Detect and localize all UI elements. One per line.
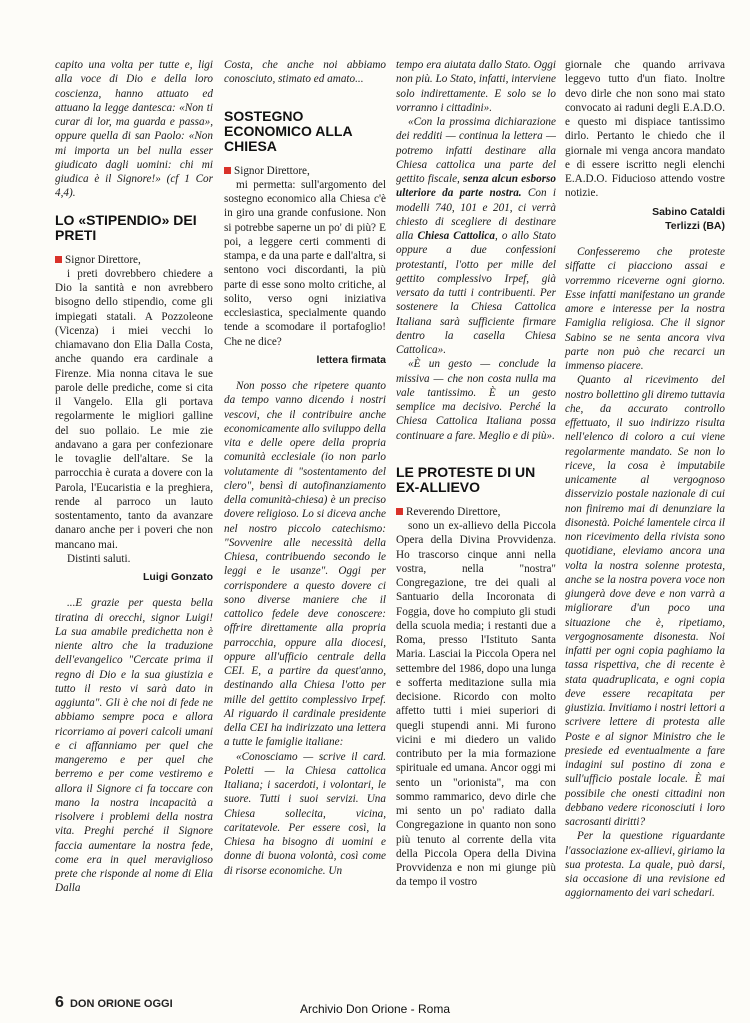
column-2	[224, 58, 386, 878]
letter-body: mi permetta: sull'argomento del sostegno economico alla Chiesa c'è in giro una grande confusione. Non si potrebbe saperne un po' di più? E poi, a leggere certi commenti di stampa, e da una parte e dall'altra, si sentono voci discordanti, la più parte di esse sono molto critiche, al solito, verso ogni iniziativa ecclesiastica, specialmente quando tende a scomodare il portafoglio! Che ne dice?	[224, 178, 386, 348]
letter-body: i preti dovrebbero chiedere a Dio la santità e non avrebbero bisogno dello stipendio, come gli impiegati statali. A Pozzoleone (Vicenza) i miei vecchi lo chiamavano don Elia Dalla Costa, anche quando era cardinale a Firenze. Mia nonna citava le sue parole delle prediche, come si cita il Vangelo. Ella gli portava regolarmente le migliori galline del suo pollaio. Le mie zie andavano a gara per confezionare le tovaglie dell'altare. Se la parrocchia è curata a dovere con la Parola, l'Eucaristia e la preghiera, rende al parroco un lauto sostentamento, tanto da avanzare danaro anche per i poveri che non mancano mai.	[55, 267, 213, 551]
red-square-icon	[55, 256, 62, 263]
letter-greeting: Reverendo Direttore,	[396, 505, 556, 519]
column-3	[396, 58, 556, 890]
letter-greeting: Signor Direttore,	[55, 253, 213, 267]
column-1	[55, 58, 213, 896]
red-square-icon	[396, 508, 403, 515]
editor-reply-2: Quanto al ricevimento del nostro bollettino gli diremo tuttavia che, da accurato controllo effettuato, il suo indirizzo risulta nell'elenco di coloro a cui viene regolarmente mandato. Se non lo riceve, la cosa è imputabile unicamente al vergognoso disservizio postale nazionale di cui non finiremo mai di denunziare la disonestà. Poiché lamentele circa il non ricevimento della rivista sono quotidiane, eleviamo ancora una volta la nostra solenne protesta, anche se la nostra povera voce non giungerà dove deve e non varrà a migliorare d'un poco una situazione che è, ripetiamo, vergognosamente disonesta. Noi infatti per ogni copia paghiamo la tassa rispettiva, che di recente è stata quadruplicata, e ogni copia deve essere recapitata per giustizia. Invitiamo i nostri lettori a scrivere lettere di protesta alle Poste e al signor Ministro che le presiede ed eventualmente a fare indagini sul postino di zona e sull'ufficio postale locale. È mai possibile che onesti cittadini non debbano vedere riconosciuti i loro sacrosanti diritti?	[565, 374, 725, 828]
headline-proteste: LE PROTESTE DI UN EX-ALLIEVO	[396, 463, 536, 495]
reply-continuation: Costa, che anche noi abbiamo conosciuto, stimato ed amato...	[224, 59, 386, 86]
page-number: 6	[55, 994, 64, 1011]
magazine-name: DON ORIONE OGGI	[69, 998, 173, 1010]
red-square-icon	[224, 167, 231, 174]
letter-signature: lettera firmata	[316, 353, 386, 366]
editor-reply-3: Per la questione riguardante l'associazione ex-allievi, giriamo la sua protesta. La quale, può darsi, sia occasione di una revisione ed aggiornamento dei vari schedari.	[565, 830, 725, 900]
editor-reply-quote: «Conosciamo — scrive il card. Poletti — la Chiesa cattolica Italiana; i sacerdoti, i volontari, le suore. Tutti i suoi servizi. Una Chiesa sollecita, vicina, caritatevole. Per essere così, la Chiesa ha bisogno di uomini e donne di buona volontà, così come di risorse economiche. Un	[224, 750, 386, 877]
editor-reply: ...E grazie per questa bella tiratina di orecchi, signor Luigi! La sua amabile predichetta non è niente altro che la traduzione dell'evangelico "Cercate prima il regno di Dio e la sua giustizia e tutto il resto vi sarà dato in aggiunta". Gli è che noi di fede ne abbiamo sempre poca e allora ricorriamo ai poveri calcoli umani e ci affanniamo per quel che mangeremo e per quel che berremo e per come vestiremo e allora il Signore ci fa toccare con mano la nostra incapacità a risolvere i problemi della nostra vita. Preghi perché il Signore faccia aumentare la nostra fede, come era in quel meraviglioso prete che risponde al nome di Elia Dalla	[55, 597, 213, 895]
editor-reply: Confesseremo che proteste siffatte ci piacciono assai e vorremmo riceverne ogni giorno. Esse infatti manifestano un grande amore e interesse per la nostra Famiglia religiosa. Che il signor Sabino se ne senta ancora viva parte non può che recarci un immenso piacere.	[565, 246, 725, 372]
reply-continuation: tempo era aiutata dallo Stato. Oggi non più. Lo Stato, infatti, interviene solo indirettamente. E solo se lo vorranno i cittadini».	[396, 59, 556, 114]
letter-greeting: Signor Direttore,	[224, 164, 386, 178]
letter-signature: Luigi Gonzato	[143, 571, 213, 583]
archive-caption: Archivio Don Orione - Roma	[299, 1002, 451, 1016]
editor-reply: Non posso che ripetere quanto da tempo vanno dicendo i nostri vescovi, che il contribuire anche economicamente allo sviluppo della vita e delle opere della propria comunità ecclesiale (io non parlo volutamente di "sostentamento del clero", bensì di autofinanziamento della comunità-chiesa) è un preciso dovere religioso. Lo si diceva anche nel nostro piccolo catechismo: "Sovvenire alle necessità della Chiesa, contribuendo secondo le leggi e le usanze". Oggi per corrispondere a questo dovere ci sono diverse maniere che il cattolico fedele deve conoscere: offrire direttamente alla propria parrocchia, oppure alla diocesi, oppure all'ufficio centrale della CEI. E, a partire da quest'anno, destinando alla Chiesa l'otto per mille del gettito complessivo Irpef. Al riguardo il cardinale presidente della CEI ha indirizzato una lettera a tutte le famiglie italiane:	[224, 380, 386, 749]
letter-quote: «Con la prossima dichiarazione dei redditi — continua la lettera — potremo infatti destinare alla Chiesa cattolica una parte del gettito fiscale, senza alcun esborso ulteriore da parte nostra. Con i modelli 740, 101 e 201, ci verrà chiesto di scegliere di destinare alla Chiesa Cattolica, o allo Stato oppure a due confessioni protestanti, l'otto per mille del gettito complessivo Irpef, già versato da tutti i contribuenti. Per sostenere la Chiesa Cattolica Italiana sarà sufficiente firmare dentro la casella Chiesa Cattolica».	[396, 116, 557, 356]
headline-stipendio: LO «STIPENDIO» DEI PRETI	[55, 211, 197, 243]
letter-closing: Distinti saluti.	[67, 552, 131, 565]
letter-quote-conclusion: «È un gesto — conclude la missiva — che non costa nulla ma vale tantissimo. È un gesto semplice ma decisivo. Perché la Chiesa Cattolica Italiana possa continuare a fare. Meglio e di più».	[396, 358, 556, 442]
letter-body-continuation: giornale che quando arrivava leggevo tutto d'un fiato. Inoltre devo dirle che non sono mai stato convocato ai raduni degli E.A.D.O. e questo mi dispiace tantissimo dirlo. Pertanto le chiedo che il giornale mi venga ancora mandato e di essere iscritto negli elenchi E.A.D.O. Fiducioso attendo vostre notizie.	[565, 59, 725, 200]
reply-continuation: capito una volta per tutte e, ligi alla voce di Dio e della loro coscienza, hanno attuato ed attuano la legge dantesca: «Non ti curar di lor, ma guarda e passa», oppure quella di san Paolo: «Non mi importa un bel nulla esser giudicato dagli uomini: chi mi giudica è il Signore!» (cf 1 Cor 4,4).	[55, 59, 213, 200]
letter-signature-place: Terlizzi (BA)	[665, 219, 725, 232]
headline-sostegno: SOSTEGNO ECONOMICO ALLA CHIESA	[224, 107, 353, 154]
letter-signature-name: Sabino Cataldi	[652, 205, 725, 218]
column-4	[565, 58, 725, 901]
letter-body: sono un ex-allievo della Piccola Opera della Divina Provvidenza. Ho trascorso cinque anni nella vostra, nella "nostra" Congregazione, tre dei quali al Santuario della Incoronata di Foggia, dove ho compiuto gli studi della scuola media; i restanti due a Roma, presso l'Istituto Santa Maria. Lasciai la Piccola Opera nel settembre del 1986, dopo una lunga e sofferta meditazione sulla mia decisione. Ricordo con molto affetto tutti i miei superiori di quegli stupendi anni. Mi furono vicini e mi diedero un valido contributo per la mia formazione spirituale ed umana. Ancor oggi mi sento un "orionista", ma con sommo rammarico, devo dirle che mi sento un po' radiato dalla Congregazione in quanto non sono più tenuto al corrente della vita della Piccola Opera della Divina Provvidenza e non mi giunge più da tempo il vostro	[396, 520, 556, 889]
